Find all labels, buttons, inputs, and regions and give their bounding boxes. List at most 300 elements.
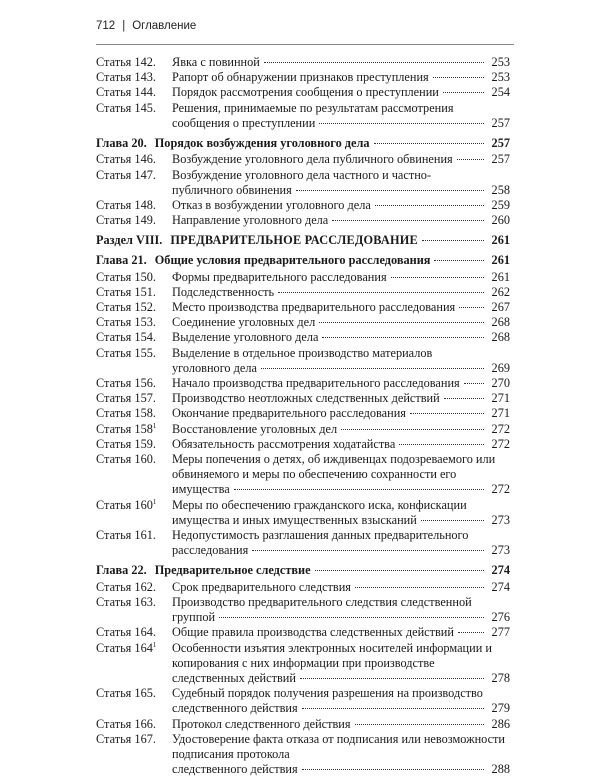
entry-number-superscript: 1	[152, 497, 157, 506]
entry-page-number: 262	[491, 284, 510, 299]
entry-number: 148.	[134, 198, 156, 213]
dot-leader	[341, 429, 484, 430]
entry-page-number: 286	[491, 716, 510, 731]
toc-article-entry	[96, 452, 510, 498]
entry-label	[96, 452, 172, 467]
toc-article-entry	[96, 641, 510, 687]
entry-title-last-line	[172, 717, 510, 732]
entry-title: Направление уголовного дела	[172, 213, 329, 228]
dot-leader	[319, 123, 484, 124]
entry-number: 20.	[131, 135, 147, 150]
entry-title-last-line	[172, 116, 510, 131]
toc-article-entry	[96, 625, 510, 640]
toc-section-entry	[96, 233, 510, 248]
entry-body	[172, 732, 510, 778]
toc-article-entry	[96, 422, 510, 437]
entry-page-number: 278	[491, 671, 510, 686]
entry-title: имущества и иных имущественных взысканий	[172, 512, 417, 527]
entry-label	[96, 717, 172, 732]
entry-label-word: Статья	[96, 315, 132, 330]
entry-number: 150.	[134, 269, 156, 284]
entry-body	[172, 452, 510, 498]
entry-page-number: 272	[491, 436, 510, 451]
dot-leader	[444, 398, 484, 399]
entry-title: Порядок возбуждения уголовного дела	[154, 135, 370, 150]
entry-number-superscript: 1	[152, 640, 157, 649]
entry-label-word: Статья	[96, 269, 132, 284]
entry-title: Место производства предварительного расследования	[172, 300, 456, 315]
entry-title-last-line	[172, 391, 510, 406]
dot-leader	[264, 62, 484, 63]
entry-body	[172, 346, 510, 376]
entry-body	[172, 406, 510, 421]
entry-label	[96, 330, 172, 345]
toc-article-entry	[96, 376, 510, 391]
entry-label	[96, 270, 172, 285]
entry-number: 162.	[134, 579, 156, 594]
entry-number: 153.	[134, 315, 156, 330]
entry-title-lead: Меры попечения о детях, об иждивенцах подозреваемого или обвиняемого и меры по обеспечению сохранности его	[172, 452, 496, 482]
entry-body	[172, 437, 510, 452]
entry-label	[96, 315, 172, 330]
entry-page-number: 276	[491, 610, 510, 625]
entry-body	[172, 641, 510, 687]
entry-label	[96, 437, 172, 452]
entry-title: ПРЕДВАРИТЕЛЬНОЕ РАССЛЕДОВАНИЕ	[170, 233, 418, 248]
entry-number: 154.	[134, 330, 156, 345]
entry-body	[172, 152, 510, 167]
toc-article-entry	[96, 732, 510, 778]
entry-body	[172, 168, 510, 198]
entry-label-word: Статья	[96, 300, 132, 315]
entry-title: Общие условия предварительного расследования	[154, 252, 431, 267]
entry-number: 164.	[134, 625, 156, 640]
entry-title: Отказ в возбуждении уголовного дела	[172, 198, 371, 213]
entry-title-last-line	[172, 671, 510, 686]
entry-label	[96, 168, 172, 183]
entry-page-number: 279	[491, 701, 510, 716]
entry-title-lead: Производство предварительного следствия следственной	[172, 595, 472, 610]
entry-number: 158.	[134, 406, 156, 421]
entry-label	[96, 233, 162, 248]
entry-label	[96, 641, 172, 656]
entry-label-word: Статья	[96, 85, 132, 100]
entry-label-word: Статья	[96, 686, 132, 701]
entry-label-word: Глава	[96, 563, 129, 578]
entry-label-word: Статья	[96, 391, 132, 406]
entry-label-word: Статья	[96, 579, 132, 594]
entry-title-last-line	[172, 198, 510, 213]
entry-title-lead: Удостоверение факта отказа от подписания или невозможности подписания протокола	[172, 731, 506, 762]
entry-label-word: Статья	[96, 330, 132, 345]
dot-leader	[302, 708, 484, 709]
entry-page-number: 288	[491, 762, 510, 777]
dot-leader	[457, 159, 484, 160]
dot-leader	[219, 617, 484, 618]
toc-article-entry	[96, 330, 510, 345]
entry-body	[172, 717, 510, 732]
entry-page-number: 261	[491, 269, 510, 284]
entry-body	[155, 563, 510, 578]
entry-label	[96, 391, 172, 406]
toc-article-entry	[96, 101, 510, 131]
entry-number: 159.	[134, 436, 156, 451]
dot-leader	[443, 92, 484, 93]
entry-title-last-line	[172, 213, 510, 228]
toc-article-entry	[96, 437, 510, 452]
entry-title: Обязательность рассмотрения ходатайства	[172, 436, 396, 451]
entry-title-last-line	[172, 701, 510, 716]
entry-number: 161.	[134, 528, 156, 543]
entry-title-last-line	[172, 610, 510, 625]
entry-page-number: 253	[491, 55, 510, 69]
entry-title-last-line	[155, 136, 510, 151]
entry-page-number: 272	[491, 482, 510, 497]
entry-label-word: Статья	[96, 625, 132, 640]
entry-body	[172, 528, 510, 558]
entry-title-last-line	[172, 513, 510, 528]
entry-label	[96, 213, 172, 228]
entry-label	[96, 376, 172, 391]
entry-label	[96, 85, 172, 100]
entry-label-word: Статья	[96, 640, 132, 655]
entry-page-number: 260	[491, 213, 510, 228]
entry-page-number: 257	[491, 135, 510, 150]
entry-body	[172, 270, 510, 285]
dot-leader	[410, 413, 484, 414]
entry-label-word: Статья	[96, 213, 132, 228]
entry-title: Выделение уголовного дела	[172, 330, 319, 345]
entry-title: Восстановление уголовных дел	[172, 421, 338, 436]
entry-title: следственных действий	[172, 671, 296, 686]
entry-number: 165.	[134, 686, 156, 701]
entry-number: 147.	[134, 167, 156, 182]
entry-title: публичного обвинения	[172, 182, 292, 197]
entry-body	[172, 315, 510, 330]
entry-title: Формы предварительного расследования	[172, 269, 387, 284]
entry-number: 163.	[134, 595, 156, 610]
entry-label-word: Статья	[96, 436, 132, 451]
entry-number: 164	[134, 640, 153, 655]
toc-article-entry	[96, 70, 510, 85]
entry-number: 160.	[134, 452, 156, 467]
dot-leader	[355, 724, 484, 725]
entry-label-word: Глава	[96, 135, 129, 150]
entry-page-number: 258	[491, 182, 510, 197]
entry-title-last-line	[172, 580, 510, 595]
entry-page-number: 261	[491, 233, 510, 248]
entry-number: 166.	[134, 716, 156, 731]
entry-title-lead: Недопустимость разглашения данных предварительного	[172, 528, 469, 543]
entry-title-lead: Выделение в отдельное производство материалов	[172, 345, 433, 360]
toc-article-entry	[96, 498, 510, 528]
entry-title-last-line	[172, 183, 510, 198]
entry-title: Общие правила производства следственных действий	[172, 625, 454, 640]
entry-body	[155, 253, 510, 268]
toc-article-entry	[96, 717, 510, 732]
entry-title-last-line	[172, 70, 510, 85]
entry-title-last-line	[172, 315, 510, 330]
entry-label	[96, 563, 147, 578]
entry-title: группой	[172, 610, 216, 625]
toc-chapter-entry	[96, 253, 510, 268]
dot-leader	[296, 190, 484, 191]
entry-page-number: 272	[491, 421, 510, 436]
entry-label-word: Глава	[96, 252, 129, 267]
entry-label-word: Статья	[96, 452, 132, 467]
entry-page-number: 274	[491, 579, 510, 594]
entry-label-word: Статья	[96, 421, 132, 436]
entry-title-last-line	[172, 270, 510, 285]
entry-label	[96, 580, 172, 595]
dot-leader	[355, 587, 484, 588]
dot-leader	[464, 383, 484, 384]
entry-title-last-line	[172, 285, 510, 300]
entry-title: Протокол следственного действия	[172, 716, 351, 731]
toc-article-entry	[96, 528, 510, 558]
entry-label	[96, 422, 172, 437]
entry-title-last-line	[172, 625, 510, 640]
entry-body	[172, 85, 510, 100]
entry-number: 145.	[134, 100, 156, 115]
toc-article-entry	[96, 315, 510, 330]
entry-number: 143.	[134, 70, 156, 85]
entry-label	[96, 300, 172, 315]
entry-title: следственного действия	[172, 701, 298, 716]
entry-page-number: 253	[491, 70, 510, 85]
entry-title-lead: Решения, принимаемые по результатам рассмотрения	[172, 100, 454, 115]
entry-page-number: 271	[491, 406, 510, 421]
entry-body	[155, 136, 510, 151]
entry-body	[172, 70, 510, 85]
entry-label	[96, 198, 172, 213]
entry-page-number: 257	[491, 152, 510, 167]
dot-leader	[433, 77, 484, 78]
entry-title: Предварительное следствие	[154, 563, 311, 578]
entry-title: Окончание предварительного расследования	[172, 406, 406, 421]
dot-leader	[434, 260, 484, 261]
entry-title-last-line	[170, 233, 510, 248]
dot-leader	[322, 337, 484, 338]
entry-number-superscript: 1	[152, 421, 157, 430]
entry-label	[96, 55, 172, 70]
entry-label	[96, 528, 172, 543]
entry-title-last-line	[172, 361, 510, 376]
entry-label	[96, 732, 172, 747]
entry-page-number: 271	[491, 391, 510, 406]
entry-number: 149.	[134, 213, 156, 228]
entry-page-number: 257	[491, 115, 510, 130]
entry-title-lead: Возбуждение уголовного дела частного и частно-	[172, 167, 432, 182]
toc-article-entry	[96, 55, 510, 70]
entry-body	[172, 198, 510, 213]
entry-body	[172, 391, 510, 406]
header-rule	[96, 44, 514, 45]
dot-leader	[319, 322, 484, 323]
dot-leader	[234, 489, 484, 490]
entry-label	[96, 686, 172, 701]
entry-title-last-line	[172, 300, 510, 315]
toc-article-entry	[96, 152, 510, 167]
dot-leader	[459, 307, 484, 308]
entry-body	[172, 213, 510, 228]
entry-title: Срок предварительного следствия	[172, 579, 351, 594]
entry-page-number: 259	[491, 198, 510, 213]
entry-number: 158	[134, 421, 153, 436]
entry-title-last-line	[155, 253, 510, 268]
entry-number: 146.	[134, 152, 156, 167]
entry-label-word: Статья	[96, 406, 132, 421]
toc-chapter-entry	[96, 563, 510, 578]
entry-body	[172, 330, 510, 345]
entry-page-number: 269	[491, 360, 510, 375]
entry-body	[172, 595, 510, 625]
entry-label-word: Статья	[96, 595, 132, 610]
toc-article-entry	[96, 391, 510, 406]
entry-label	[96, 253, 147, 268]
toc-chapter-entry	[96, 136, 510, 151]
entry-body	[172, 300, 510, 315]
toc-article-entry	[96, 406, 510, 421]
entry-title: Возбуждение уголовного дела публичного обвинения	[172, 152, 453, 167]
entry-title: сообщения о преступлении	[172, 115, 316, 130]
entry-page-number: 261	[491, 252, 510, 267]
entry-title: имущества	[172, 482, 230, 497]
entry-label	[96, 625, 172, 640]
entry-number: 22.	[131, 563, 147, 578]
entry-number: 156.	[134, 376, 156, 391]
dot-leader	[300, 678, 484, 679]
entry-body	[172, 285, 510, 300]
toc-article-entry	[96, 686, 510, 716]
entry-body	[172, 101, 510, 131]
dot-leader	[422, 240, 484, 241]
dot-leader	[421, 520, 484, 521]
entry-page-number: 277	[491, 625, 510, 640]
entry-body	[172, 580, 510, 595]
dot-leader	[374, 143, 484, 144]
running-header	[96, 20, 196, 32]
entry-label-word: Статья	[96, 100, 132, 115]
entry-label	[96, 101, 172, 116]
entry-page-number: 274	[491, 563, 510, 578]
dot-leader	[375, 205, 484, 206]
entry-label	[96, 285, 172, 300]
entry-label-word: Статья	[96, 167, 132, 182]
entry-title-last-line	[172, 85, 510, 100]
entry-number: 167.	[134, 731, 156, 746]
entry-title-last-line	[172, 482, 510, 497]
entry-page-number: 254	[491, 85, 510, 100]
entry-title: следственного действия	[172, 762, 298, 777]
dot-leader	[458, 632, 484, 633]
entry-label-word: Статья	[96, 152, 132, 167]
toc-article-entry	[96, 285, 510, 300]
entry-body	[172, 686, 510, 716]
entry-title: Подследственность	[172, 284, 275, 299]
entry-page-number: 268	[491, 315, 510, 330]
entry-title-last-line	[172, 406, 510, 421]
dot-leader	[252, 550, 484, 551]
entry-page-number: 270	[491, 376, 510, 391]
entry-title-lead: Меры по обеспечению гражданского иска, конфискации	[172, 497, 467, 512]
entry-body	[170, 233, 510, 248]
entry-title-last-line	[172, 543, 510, 558]
header-separator: |	[122, 20, 126, 32]
entry-label	[96, 595, 172, 610]
entry-title: Соединение уголовных дел	[172, 315, 316, 330]
entry-label-word: Статья	[96, 376, 132, 391]
table-of-contents	[96, 55, 510, 778]
entry-label	[96, 70, 172, 85]
entry-label-word: Статья	[96, 731, 132, 746]
dot-leader	[332, 220, 484, 221]
entry-title-lead: Судебный порядок получения разрешения на производство	[172, 686, 483, 701]
entry-page-number: 267	[491, 300, 510, 315]
toc-article-entry	[96, 300, 510, 315]
entry-label-word: Статья	[96, 70, 132, 85]
entry-label	[96, 406, 172, 421]
entry-number: 155.	[134, 345, 156, 360]
toc-article-entry	[96, 580, 510, 595]
entry-label	[96, 152, 172, 167]
toc-article-entry	[96, 168, 510, 198]
entry-number: 151.	[134, 284, 156, 299]
entry-label	[96, 136, 147, 151]
entry-body	[172, 376, 510, 391]
toc-article-entry	[96, 213, 510, 228]
toc-article-entry	[96, 198, 510, 213]
entry-body	[172, 422, 510, 437]
entry-title-last-line	[155, 563, 510, 578]
entry-title-lead: Особенности изъятия электронных носителей информации и копирования с них информации при производстве	[172, 640, 492, 670]
entry-body	[172, 498, 510, 528]
entry-page-number: 268	[491, 330, 510, 345]
entry-label-word: Статья	[96, 528, 132, 543]
entry-number: 160	[134, 497, 153, 512]
entry-label	[96, 346, 172, 361]
page-number: 712	[96, 20, 116, 32]
entry-label-word: Статья	[96, 497, 132, 512]
entry-number: 157.	[134, 391, 156, 406]
entry-number: VIII.	[136, 233, 163, 248]
entry-page-number: 273	[491, 543, 510, 558]
entry-label-word: Статья	[96, 198, 132, 213]
entry-title: Явка с повинной	[172, 55, 260, 69]
entry-label	[96, 498, 172, 513]
entry-label-word: Статья	[96, 284, 132, 299]
header-title: Оглавление	[132, 20, 197, 32]
entry-title-last-line	[172, 422, 510, 437]
entry-label-word: Статья	[96, 716, 132, 731]
entry-body	[172, 625, 510, 640]
entry-label-word: Статья	[96, 55, 132, 69]
dot-leader	[399, 444, 484, 445]
entry-title-last-line	[172, 762, 510, 777]
toc-article-entry	[96, 270, 510, 285]
entry-title-last-line	[172, 55, 510, 70]
dot-leader	[315, 570, 484, 571]
entry-body	[172, 55, 510, 70]
entry-title: Рапорт об обнаружении признаков преступления	[172, 70, 429, 85]
entry-title: Начало производства предварительного расследования	[172, 376, 460, 391]
entry-title: Порядок рассмотрения сообщения о преступлении	[172, 85, 439, 100]
entry-number: 144.	[134, 85, 156, 100]
toc-article-entry	[96, 595, 510, 625]
entry-title-last-line	[172, 152, 510, 167]
toc-article-entry	[96, 85, 510, 100]
entry-number: 142.	[134, 55, 156, 69]
